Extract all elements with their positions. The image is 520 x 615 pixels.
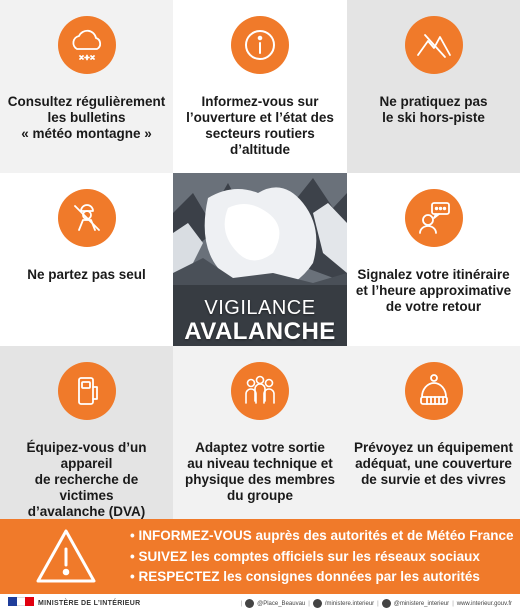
- banner-list: [130, 526, 514, 588]
- info-icon: [231, 16, 289, 74]
- republique-logo: [8, 597, 34, 612]
- social-links: | @Place_Beauvau | /ministere.interieur | @ministere_interieur | www.interieur.gouv.fr: [240, 600, 512, 607]
- tip-text: Consultez régulièrement les bulletins « météo montagne »: [7, 94, 166, 141]
- tip-text: Adaptez votre sortie au niveau technique et physique des membres du groupe: [184, 440, 336, 503]
- person-speech-icon: [405, 189, 463, 247]
- banner-item: • INFORMEZ-VOUS auprès des autorités et de Météo France: [130, 526, 514, 547]
- tip-text: Prévoyez un équipement adéquat, une couverture de survie et des vivres: [353, 440, 514, 487]
- vigilance-title: VIGILANCE: [204, 297, 316, 319]
- no-solo-skier-icon: [58, 189, 116, 247]
- avalanche-photo: [173, 173, 347, 346]
- banner-item: • SUIVEZ les comptes officiels sur les réseaux sociaux: [130, 547, 514, 568]
- twitter-link[interactable]: @Place_Beauvau: [257, 600, 306, 607]
- mountain-ski-icon: [405, 16, 463, 74]
- avalanche-title: AVALANCHE: [184, 318, 336, 345]
- tip-text: Informez-vous sur l’ouverture et l’état des secteurs routiers d’altitude: [186, 94, 334, 157]
- dva-device-icon: [58, 362, 116, 420]
- tip-cell-weather: [0, 0, 173, 173]
- instagram-link[interactable]: @ministere_interieur: [393, 600, 450, 607]
- tip-text: Ne partez pas seul: [27, 267, 146, 282]
- instagram-icon: [382, 599, 391, 608]
- tip-text: Ne pratiquez pas le ski hors-piste: [379, 94, 488, 125]
- tip-cell-equipment: [347, 346, 520, 519]
- beanie-icon: [405, 362, 463, 420]
- tip-cell-roads: [173, 0, 347, 173]
- facebook-link[interactable]: /ministere.interieur: [324, 600, 375, 607]
- group-icon: [231, 362, 289, 420]
- footer: [0, 594, 520, 615]
- cloud-snow-icon: [58, 16, 116, 74]
- facebook-icon: [313, 599, 322, 608]
- twitter-icon: [245, 599, 254, 608]
- tip-cell-dva: [0, 346, 173, 519]
- tip-cell-group: [173, 346, 347, 519]
- warning-icon: [34, 525, 98, 589]
- tip-cell-not-alone: [0, 173, 173, 346]
- tip-text: Signalez votre itinéraire et l’heure approximative de votre retour: [355, 267, 512, 314]
- authorities-banner: [0, 519, 520, 594]
- tip-cell-itinerary: [347, 173, 520, 346]
- website-link[interactable]: www.interieur.gouv.fr: [456, 600, 512, 607]
- banner-item: • RESPECTEZ les consignes données par les autorités: [130, 567, 514, 588]
- tip-text: Équipez-vous d’un appareil de recherche de victimes d’avalanche (DVA): [26, 440, 147, 519]
- ministry-name: MINISTÈRE DE L’INTÉRIEUR: [38, 600, 141, 607]
- tip-cell-offpiste: [347, 0, 520, 173]
